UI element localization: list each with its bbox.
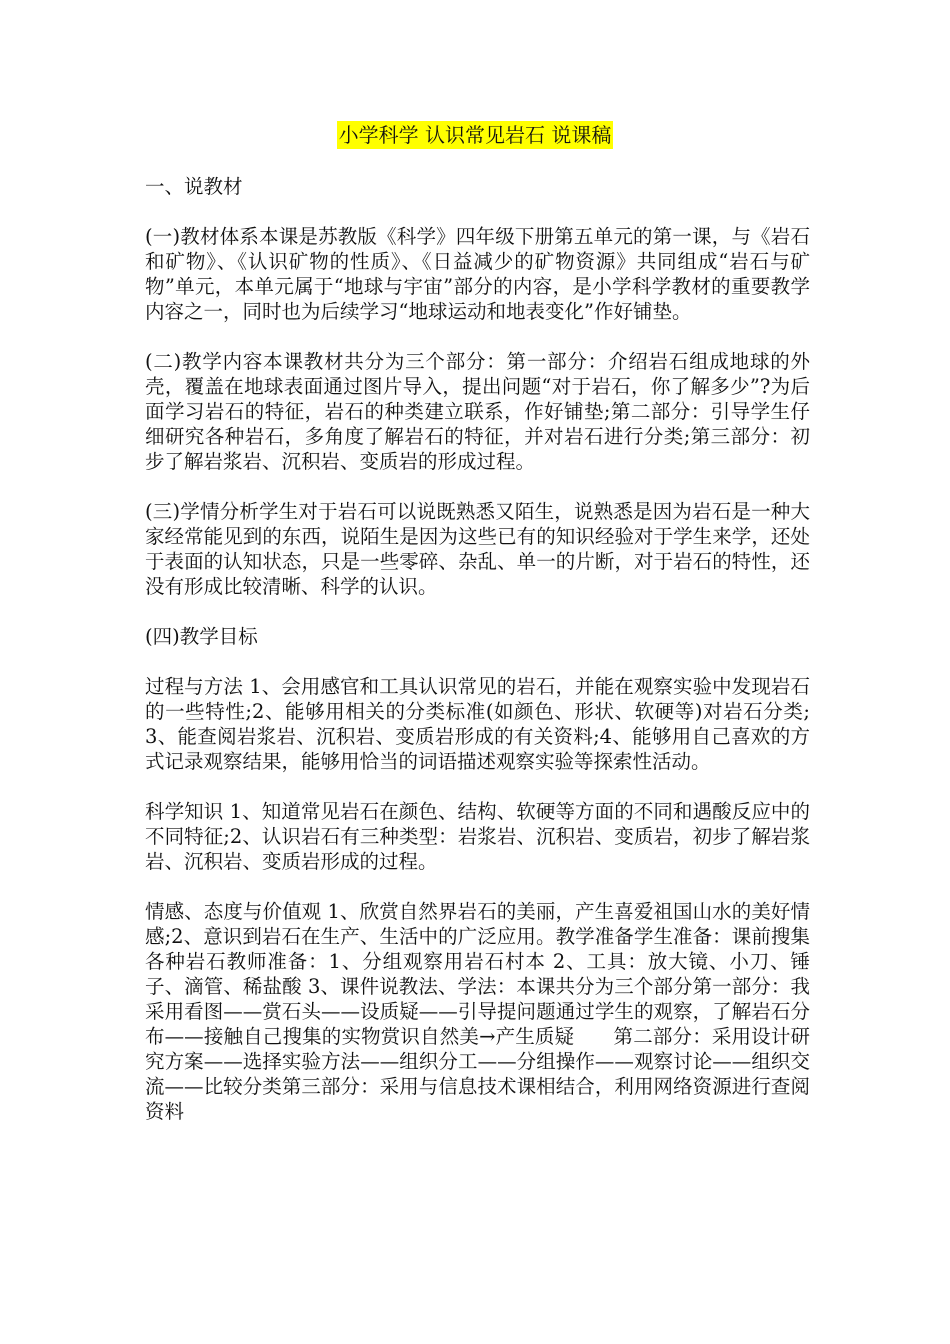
paragraph-process-methods: 过程与方法 1、会用感官和工具认识常见的岩石，并能在观察实验中发现岩石的一些特性;2、能够用相关的分类标准(如颜色、形状、软硬等)对岩石分类;3、能查阅岩浆岩、沉积岩、变质岩形成的有关资料;4、能够用自己喜欢的方式记录观察结果，能够用恰当的词语描述观察实验等探索性活动。 <box>145 675 810 773</box>
section-heading-jiaocai: 一、说教材 <box>145 175 243 198</box>
section-heading-objectives: (四)教学目标 <box>145 625 258 648</box>
document-body <box>145 174 810 1149</box>
paragraph-teaching-content: (二)教学内容本课教材共分为三个部分：第一部分：介绍岩石组成地球的外壳，覆盖在地球表面通过图片导入，提出问题“对于岩石，你了解多少”?为后面学习岩石的特征，岩石的种类建立联系，作好铺垫;第二部分：引导学生仔细研究各种岩石，多角度了解岩石的特征，并对岩石进行分类;第三部分：初步了解岩浆岩、沉积岩、变质岩的形成过程。 <box>145 350 810 473</box>
paragraph-science-knowledge: 科学知识 1、知道常见岩石在颜色、结构、软硬等方面的不同和遇酸反应中的不同特征;2、认识岩石有三种类型：岩浆岩、沉积岩、变质岩，初步了解岩浆岩、沉积岩、变质岩形成的过程。 <box>145 800 810 873</box>
paragraph-textbook-system: (一)教材体系本课是苏教版《科学》四年级下册第五单元的第一课，与《岩石和矿物》、《认识矿物的性质》、《日益减少的矿物资源》共同组成“岩石与矿物”单元，本单元属于“地球与宇宙”部分的内容，是小学科学教材的重要教学内容之一，同时也为后续学习“地球运动和地表变化”作好铺垫。 <box>145 225 810 323</box>
paragraph-emotion-attitude: 情感、态度与价值观 1、欣赏自然界岩石的美丽，产生喜爱祖国山水的美好情感;2、意识到岩石在生产、生活中的广泛应用。教学准备学生准备：课前搜集各种岩石教师准备：1、分组观察用岩石村本 2、工具：放大镜、小刀、锤子、滴管、稀盐酸 3、课件说教法、学法：本课共分为三个部分第一部分：我采用看图——赏石头——设质疑——引导提问题通过学生的观察，了解岩石分布——接触自己搜集的实物赏识自然美→产生质疑 第二部分：采用设计研究方案——选择实验方法——组织分工——分组操作——观察讨论——组织交流——比较分类第三部分：采用与信息技术课相结合，利用网络资源进行查阅资料 <box>145 900 810 1123</box>
title-container <box>0 121 950 149</box>
document-title: 小学科学 认识常见岩石 说课稿 <box>338 123 612 147</box>
paragraph-student-analysis: (三)学情分析学生对于岩石可以说既熟悉又陌生，说熟悉是因为岩石是一种大家经常能见到的东西，说陌生是因为这些已有的知识经验对于学生来学，还处于表面的认知状态，只是一些零碎、杂乱、单一的片断，对于岩石的特性，还没有形成比较清晰、科学的认识。 <box>145 500 810 598</box>
